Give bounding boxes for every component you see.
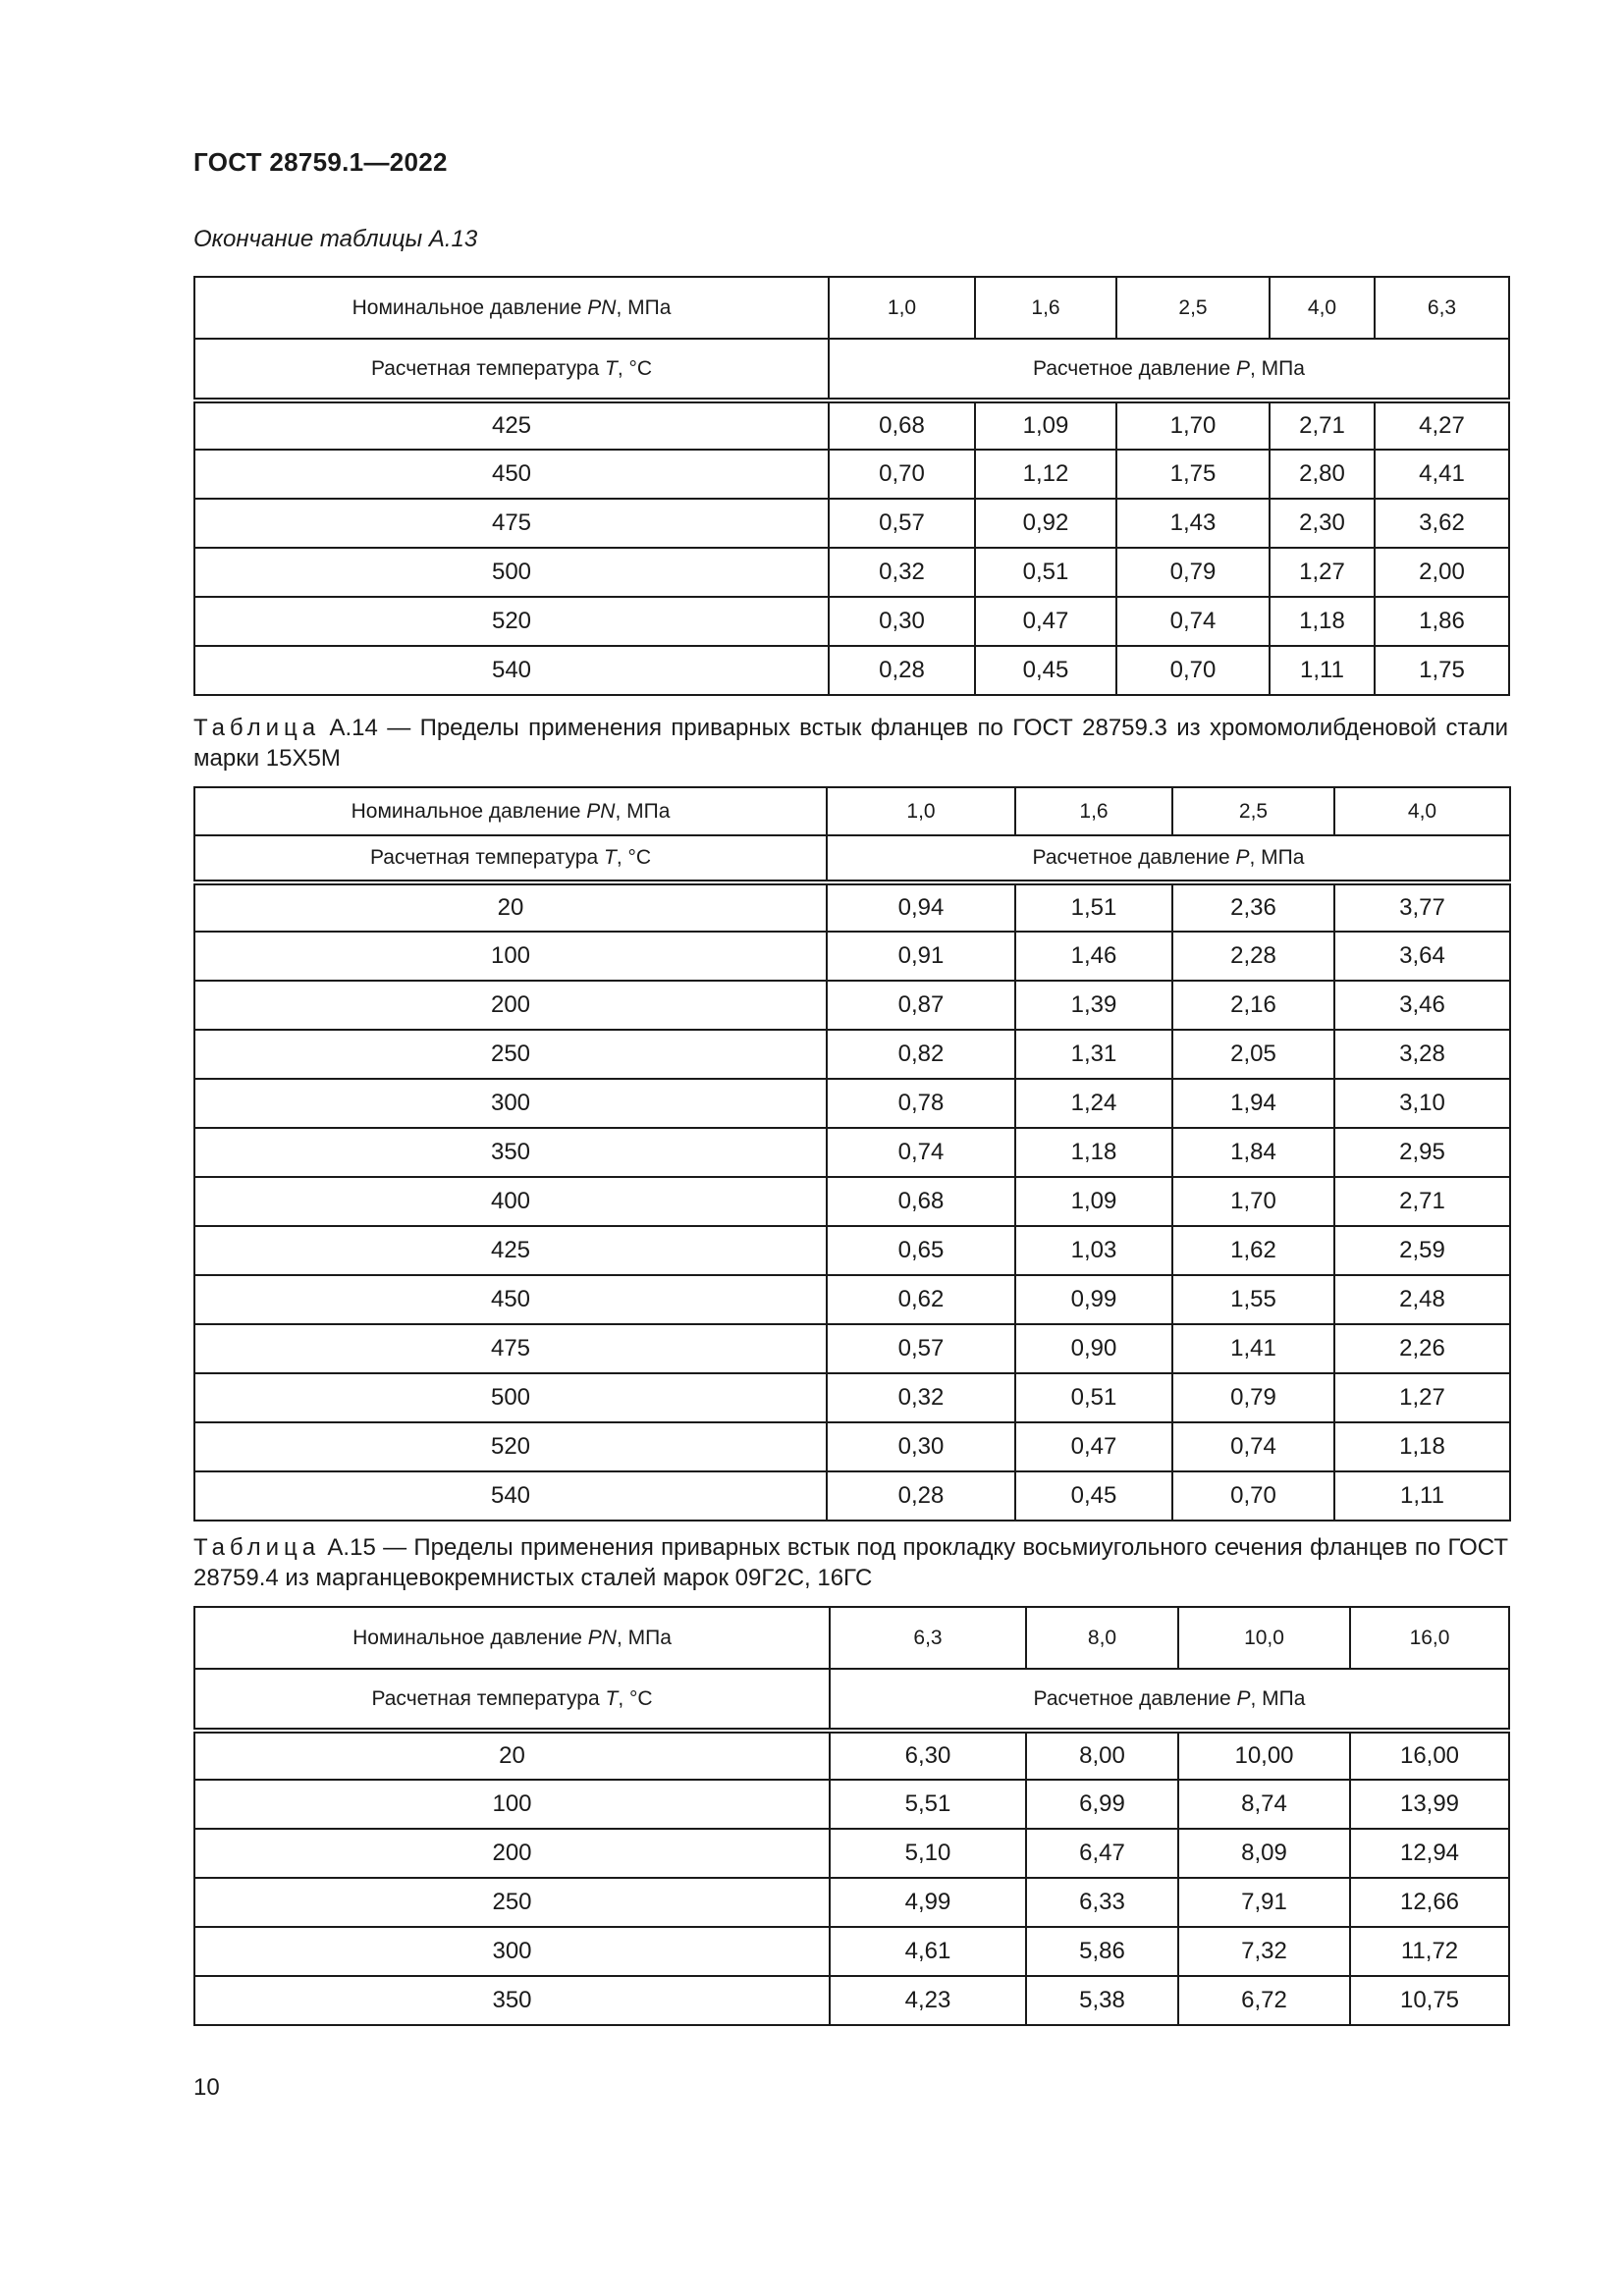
pressure-cell: 4,27 <box>1375 400 1509 450</box>
table-row <box>194 548 1509 597</box>
pressure-cell: 1,09 <box>1015 1177 1172 1226</box>
pn-value: 4,0 <box>1334 787 1510 835</box>
pn-value: 2,5 <box>1116 277 1270 339</box>
pressure-cell: 6,99 <box>1026 1780 1178 1829</box>
pressure-cell: 2,16 <box>1172 981 1334 1030</box>
caption-text: А.15 — Пределы применения приварных встык под прокладку восьмиугольного сечения фланцев по ГОСТ 28759.4 из марганцевокремнистых сталей марок 09Г2С, 16ГС <box>193 1534 1508 1591</box>
pressure-cell: 3,62 <box>1375 499 1509 548</box>
pressure-cell: 0,74 <box>827 1128 1015 1177</box>
t-label: Расчетная температура T, °С <box>194 339 829 400</box>
pn-value: 16,0 <box>1350 1607 1509 1669</box>
pressure-cell: 4,99 <box>830 1878 1026 1927</box>
temperature-cell: 500 <box>194 1373 827 1422</box>
p-label: Расчетное давление P, МПа <box>827 835 1510 882</box>
temperature-cell: 100 <box>194 932 827 981</box>
table-a14 <box>193 786 1511 1522</box>
pressure-cell: 1,31 <box>1015 1030 1172 1079</box>
pressure-cell: 4,41 <box>1375 450 1509 499</box>
table-a14-pn-row <box>194 787 1510 835</box>
temperature-cell: 540 <box>194 1471 827 1521</box>
pressure-cell: 5,10 <box>830 1829 1026 1878</box>
table-row <box>194 1324 1510 1373</box>
pn-value: 1,6 <box>1015 787 1172 835</box>
temperature-cell: 520 <box>194 1422 827 1471</box>
table-a15 <box>193 1606 1510 2026</box>
table-row <box>194 1976 1509 2025</box>
pressure-cell: 0,57 <box>827 1324 1015 1373</box>
temperature-cell: 425 <box>194 1226 827 1275</box>
pressure-cell: 0,47 <box>975 597 1116 646</box>
pressure-cell: 1,86 <box>1375 597 1509 646</box>
pressure-cell: 7,91 <box>1178 1878 1350 1927</box>
caption-prefix: Таблица <box>193 1534 321 1561</box>
table-a14-t-row <box>194 835 1510 882</box>
table-a15-t-row <box>194 1669 1509 1731</box>
pressure-cell: 1,62 <box>1172 1226 1334 1275</box>
pressure-cell: 0,70 <box>1116 646 1270 695</box>
pressure-cell: 3,64 <box>1334 932 1510 981</box>
pressure-cell: 2,28 <box>1172 932 1334 981</box>
temperature-cell: 300 <box>194 1927 830 1976</box>
pressure-cell: 0,51 <box>975 548 1116 597</box>
pressure-cell: 5,51 <box>830 1780 1026 1829</box>
pressure-cell: 1,70 <box>1172 1177 1334 1226</box>
temperature-cell: 450 <box>194 1275 827 1324</box>
pressure-cell: 1,43 <box>1116 499 1270 548</box>
pressure-cell: 2,36 <box>1172 882 1334 932</box>
pressure-cell: 1,27 <box>1270 548 1375 597</box>
table-row <box>194 1275 1510 1324</box>
table-row <box>194 1373 1510 1422</box>
pressure-cell: 0,79 <box>1116 548 1270 597</box>
temperature-cell: 350 <box>194 1128 827 1177</box>
pressure-cell: 1,75 <box>1116 450 1270 499</box>
caption-text: А.14 — Пределы применения приварных встык фланцев по ГОСТ 28759.3 из хромомолибденовой стали марки 15Х5М <box>193 715 1508 772</box>
page-number: 10 <box>193 2074 220 2101</box>
pressure-cell: 6,30 <box>830 1731 1026 1780</box>
pressure-cell: 3,77 <box>1334 882 1510 932</box>
pressure-cell: 0,45 <box>975 646 1116 695</box>
temperature-cell: 450 <box>194 450 829 499</box>
pressure-cell: 1,39 <box>1015 981 1172 1030</box>
pn-value: 8,0 <box>1026 1607 1178 1669</box>
pressure-cell: 2,71 <box>1270 400 1375 450</box>
pn-value: 10,0 <box>1178 1607 1350 1669</box>
pressure-cell: 2,26 <box>1334 1324 1510 1373</box>
pressure-cell: 0,79 <box>1172 1373 1334 1422</box>
pressure-cell: 1,46 <box>1015 932 1172 981</box>
temperature-cell: 500 <box>194 548 829 597</box>
pressure-cell: 0,68 <box>829 400 975 450</box>
temperature-cell: 250 <box>194 1030 827 1079</box>
temperature-cell: 200 <box>194 1829 830 1878</box>
temperature-cell: 20 <box>194 1731 830 1780</box>
temperature-cell: 20 <box>194 882 827 932</box>
table-row <box>194 400 1509 450</box>
pressure-cell: 0,70 <box>1172 1471 1334 1521</box>
pn-value: 4,0 <box>1270 277 1375 339</box>
table-row <box>194 450 1509 499</box>
pressure-cell: 0,30 <box>829 597 975 646</box>
t-label: Расчетная температура T, °С <box>194 835 827 882</box>
pn-label: Номинальное давление PN, МПа <box>194 277 829 339</box>
pressure-cell: 0,82 <box>827 1030 1015 1079</box>
temperature-cell: 425 <box>194 400 829 450</box>
table-a13 <box>193 276 1510 696</box>
document-header: ГОСТ 28759.1—2022 <box>193 147 448 177</box>
table-a15-pn-row <box>194 1607 1509 1669</box>
pressure-cell: 3,10 <box>1334 1079 1510 1128</box>
pressure-cell: 10,75 <box>1350 1976 1509 2025</box>
pressure-cell: 1,51 <box>1015 882 1172 932</box>
temperature-cell: 300 <box>194 1079 827 1128</box>
table-row <box>194 1731 1509 1780</box>
table-row <box>194 1128 1510 1177</box>
table-a13-t-row <box>194 339 1509 400</box>
table-row <box>194 1927 1509 1976</box>
pressure-cell: 6,47 <box>1026 1829 1178 1878</box>
temperature-cell: 475 <box>194 1324 827 1373</box>
pressure-cell: 1,75 <box>1375 646 1509 695</box>
pn-value: 1,0 <box>827 787 1015 835</box>
temperature-cell: 540 <box>194 646 829 695</box>
pressure-cell: 1,12 <box>975 450 1116 499</box>
p-label: Расчетное давление P, МПа <box>829 339 1509 400</box>
table-row <box>194 1422 1510 1471</box>
pressure-cell: 6,72 <box>1178 1976 1350 2025</box>
temperature-cell: 250 <box>194 1878 830 1927</box>
pressure-cell: 2,00 <box>1375 548 1509 597</box>
pressure-cell: 1,11 <box>1334 1471 1510 1521</box>
pressure-cell: 2,71 <box>1334 1177 1510 1226</box>
pressure-cell: 0,30 <box>827 1422 1015 1471</box>
pressure-cell: 0,91 <box>827 932 1015 981</box>
pressure-cell: 0,68 <box>827 1177 1015 1226</box>
table-a14-caption <box>193 713 1508 774</box>
pressure-cell: 0,45 <box>1015 1471 1172 1521</box>
pressure-cell: 1,18 <box>1015 1128 1172 1177</box>
pn-value: 6,3 <box>1375 277 1509 339</box>
pressure-cell: 3,46 <box>1334 981 1510 1030</box>
pressure-cell: 1,41 <box>1172 1324 1334 1373</box>
pressure-cell: 0,47 <box>1015 1422 1172 1471</box>
pressure-cell: 1,18 <box>1270 597 1375 646</box>
table-row <box>194 1226 1510 1275</box>
table-row <box>194 981 1510 1030</box>
table-row <box>194 932 1510 981</box>
pressure-cell: 1,18 <box>1334 1422 1510 1471</box>
temperature-cell: 100 <box>194 1780 830 1829</box>
pressure-cell: 2,05 <box>1172 1030 1334 1079</box>
table-row <box>194 1780 1509 1829</box>
temperature-cell: 350 <box>194 1976 830 2025</box>
pressure-cell: 12,66 <box>1350 1878 1509 1927</box>
temperature-cell: 520 <box>194 597 829 646</box>
pressure-cell: 12,94 <box>1350 1829 1509 1878</box>
table-row <box>194 1878 1509 1927</box>
pressure-cell: 0,99 <box>1015 1275 1172 1324</box>
pressure-cell: 0,70 <box>829 450 975 499</box>
pressure-cell: 11,72 <box>1350 1927 1509 1976</box>
t-label: Расчетная температура T, °С <box>194 1669 830 1731</box>
table-row <box>194 1030 1510 1079</box>
pressure-cell: 1,55 <box>1172 1275 1334 1324</box>
pressure-cell: 2,48 <box>1334 1275 1510 1324</box>
pressure-cell: 2,95 <box>1334 1128 1510 1177</box>
pressure-cell: 13,99 <box>1350 1780 1509 1829</box>
pressure-cell: 1,94 <box>1172 1079 1334 1128</box>
pressure-cell: 1,70 <box>1116 400 1270 450</box>
table-row <box>194 882 1510 932</box>
pressure-cell: 2,59 <box>1334 1226 1510 1275</box>
pressure-cell: 8,74 <box>1178 1780 1350 1829</box>
pressure-cell: 0,51 <box>1015 1373 1172 1422</box>
pressure-cell: 0,28 <box>829 646 975 695</box>
pressure-cell: 16,00 <box>1350 1731 1509 1780</box>
pressure-cell: 8,09 <box>1178 1829 1350 1878</box>
pressure-cell: 0,90 <box>1015 1324 1172 1373</box>
temperature-cell: 200 <box>194 981 827 1030</box>
pressure-cell: 10,00 <box>1178 1731 1350 1780</box>
table-row <box>194 1177 1510 1226</box>
pn-label: Номинальное давление PN, МПа <box>194 787 827 835</box>
pressure-cell: 4,61 <box>830 1927 1026 1976</box>
pressure-cell: 0,87 <box>827 981 1015 1030</box>
pressure-cell: 2,30 <box>1270 499 1375 548</box>
pressure-cell: 1,24 <box>1015 1079 1172 1128</box>
table-row <box>194 597 1509 646</box>
table-row <box>194 1471 1510 1521</box>
pressure-cell: 1,03 <box>1015 1226 1172 1275</box>
pn-value: 1,6 <box>975 277 1116 339</box>
pressure-cell: 1,09 <box>975 400 1116 450</box>
pressure-cell: 1,27 <box>1334 1373 1510 1422</box>
caption-prefix: Таблица <box>193 715 321 741</box>
pressure-cell: 8,00 <box>1026 1731 1178 1780</box>
p-label: Расчетное давление P, МПа <box>830 1669 1509 1731</box>
pressure-cell: 0,32 <box>827 1373 1015 1422</box>
pn-value: 6,3 <box>830 1607 1026 1669</box>
pressure-cell: 4,23 <box>830 1976 1026 2025</box>
pressure-cell: 0,78 <box>827 1079 1015 1128</box>
pressure-cell: 0,28 <box>827 1471 1015 1521</box>
pn-label: Номинальное давление PN, МПа <box>194 1607 830 1669</box>
pressure-cell: 1,84 <box>1172 1128 1334 1177</box>
pressure-cell: 1,11 <box>1270 646 1375 695</box>
pressure-cell: 0,92 <box>975 499 1116 548</box>
pressure-cell: 0,32 <box>829 548 975 597</box>
table-row <box>194 499 1509 548</box>
temperature-cell: 475 <box>194 499 829 548</box>
pressure-cell: 3,28 <box>1334 1030 1510 1079</box>
pressure-cell: 0,65 <box>827 1226 1015 1275</box>
temperature-cell: 400 <box>194 1177 827 1226</box>
pressure-cell: 5,86 <box>1026 1927 1178 1976</box>
pressure-cell: 7,32 <box>1178 1927 1350 1976</box>
pressure-cell: 2,80 <box>1270 450 1375 499</box>
pressure-cell: 0,74 <box>1116 597 1270 646</box>
pn-value: 2,5 <box>1172 787 1334 835</box>
pressure-cell: 6,33 <box>1026 1878 1178 1927</box>
pressure-cell: 0,62 <box>827 1275 1015 1324</box>
table-a13-pn-row <box>194 277 1509 339</box>
pressure-cell: 0,57 <box>829 499 975 548</box>
table-row <box>194 1079 1510 1128</box>
table-a15-caption <box>193 1532 1508 1593</box>
table-row <box>194 646 1509 695</box>
table-row <box>194 1829 1509 1878</box>
pressure-cell: 5,38 <box>1026 1976 1178 2025</box>
table-a13-caption: Окончание таблицы А.13 <box>193 226 478 252</box>
pressure-cell: 0,74 <box>1172 1422 1334 1471</box>
pressure-cell: 0,94 <box>827 882 1015 932</box>
pn-value: 1,0 <box>829 277 975 339</box>
